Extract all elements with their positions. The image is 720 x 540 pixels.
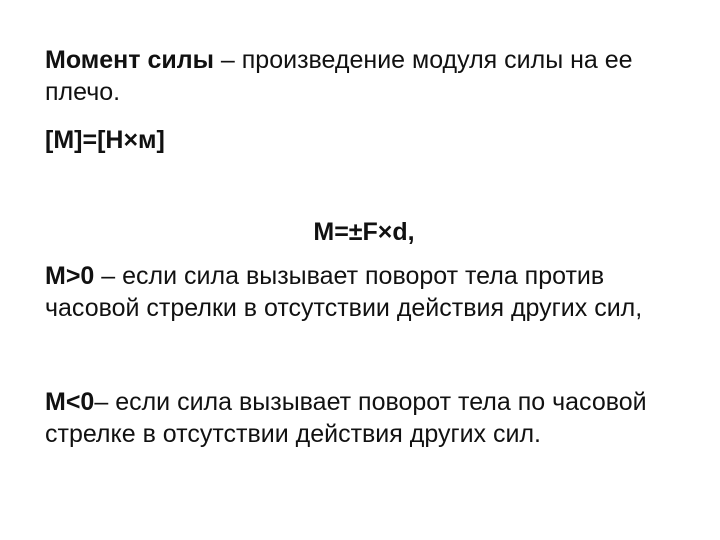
positive-moment-label: M>0 <box>45 262 95 290</box>
definition-term: Момент силы <box>45 46 214 74</box>
moment-formula: M=±F×d, <box>313 218 415 246</box>
negative-moment-text: – если сила вызывает поворот тела по часовой стрелке в отсутствии действия других сил. <box>45 388 647 448</box>
negative-moment-paragraph <box>45 386 695 450</box>
positive-moment-text: – если сила вызывает поворот тела против часовой стрелки в отсутствии действия других сил, <box>45 262 643 322</box>
positive-moment-paragraph <box>45 260 695 324</box>
definition-paragraph <box>45 44 695 108</box>
units-line: [M]=[H×м] <box>45 126 165 154</box>
negative-moment-label: M<0 <box>45 388 95 416</box>
definition-text: – произведение модуля силы на ее плечо. <box>45 46 633 106</box>
